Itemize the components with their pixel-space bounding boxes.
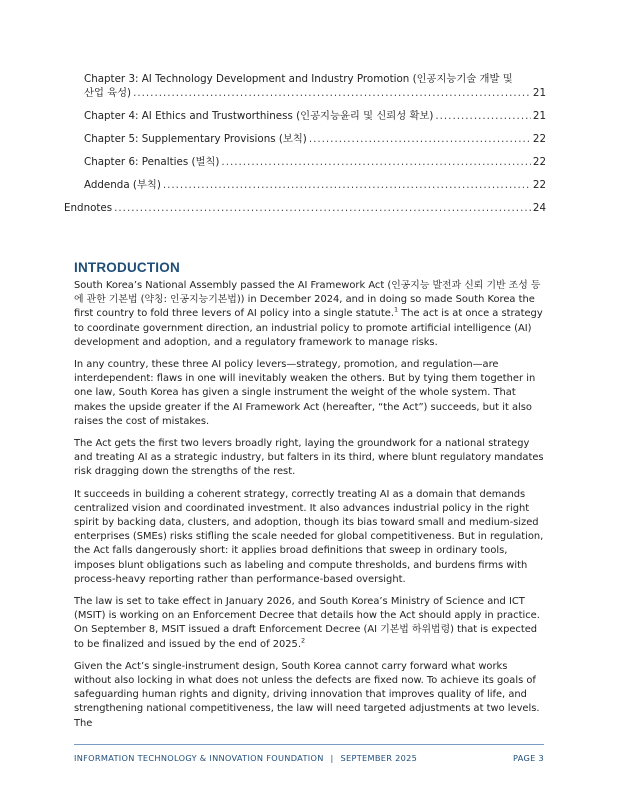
toc-page-number: 22: [532, 156, 546, 168]
paragraph-3: The Act gets the first two levers broadly right, laying the groundwork for a national strategy and treating AI as a strategic industry, but falters in its third, where blunt regulatory mandates risk dragging down the strengths of the rest.: [74, 438, 544, 478]
toc-entry-addenda[interactable]: [74, 178, 546, 192]
footer-org: INFORMATION TECHNOLOGY & INNOVATION FOUNDATION: [74, 753, 324, 763]
paragraph-2: In any country, these three AI policy levers—strategy, promotion, and regulation—are interdependent: flaws in one will inevitably weaken the others. But by tying them together in one law, South Korea has given a single instrument the weight of the whole system. That makes the upside greater if the AI Framework Act (hereafter, “the Act”) succeeds, but it also raises the cost of mistakes.: [74, 359, 536, 427]
paragraph-text: The act is at once a strategy to coordinate government direction, an industrial policy to promote artificial intelligence (AI) development and adoption, and a regulatory framework to manage risks.: [74, 308, 543, 348]
endnote-ref-2[interactable]: 2: [300, 636, 306, 645]
toc-entry-chapter-4[interactable]: [74, 109, 546, 123]
paragraph-4: It succeeds in building a coherent strategy, correctly treating AI as a domain that demands centralized vision and coordinated investment. It also advances industrial policy in the right spirit by backing data, clusters, and adoption, though its bias toward small and medium-sized enterprises (SMEs) risks stifling the scale needed for global competitiveness. But in regulation, the Act falls dangerously short: it applies broad definitions that sweep in ordinary tools, imposes blunt obligations such as labeling and compute thresholds, and burdens firms with process-heavy reporting rather than performance-based oversight.: [74, 488, 544, 585]
toc-entry-label: Endnotes: [64, 202, 113, 214]
toc-page-number: 21: [532, 110, 546, 122]
toc-entry-chapter-6[interactable]: [74, 155, 546, 169]
paragraph-text: South Korea’s National Assembly passed the AI Framework Act (인공지능 발전과 신뢰 기반 조성 등에 관한 기본법 (약칭: 인공지능기본법)) in December 2024, and in doing so made South Korea the first country to fold three levers of AI policy into a single statute.: [74, 280, 541, 320]
toc-entry-label-cont: 산업 육성): [84, 87, 132, 99]
toc-entry-chapter-5[interactable]: [74, 132, 546, 146]
toc-leader-dots: [435, 109, 531, 123]
toc-entry-label: Chapter 6: Penalties (벌칙): [84, 156, 220, 168]
toc-entry-label: Chapter 5: Supplementary Provisions (보칙): [84, 133, 307, 145]
toc-leader-dots: [163, 178, 531, 192]
paragraph-text: The law is set to take effect in January 2026, and South Korea’s Ministry of Science and ICT (MSIT) is working on an Enforcement Decree that details how the Act should apply in practice. On September 8, MSIT issued a draft Enforcement Decree (AI 기본법 하위법령) that is expected to be finalized and issued by the end of 2025.: [74, 596, 540, 650]
toc-page-number: 21: [532, 87, 546, 99]
toc-entry-label: Chapter 3: AI Technology Development and Industry Promotion (인공지능기술 개발 및: [84, 73, 513, 85]
toc-leader-dots: [221, 155, 530, 169]
toc-page-number: 24: [532, 202, 546, 214]
paragraph-6: Given the Act’s single-instrument design, South Korea cannot carry forward what works without also locking in what does not unless the defects are fixed now. To achieve its goals of safeguarding human rights and dignity, driving innovation that improves quality of life, and strengthening national competitiveness, the law will need targeted adjustments at two levels. The: [74, 660, 540, 729]
toc-leader-dots: [114, 201, 531, 215]
footer-separator: |: [330, 753, 334, 763]
toc-page-number: 22: [532, 133, 546, 145]
toc-entry-endnotes[interactable]: [64, 201, 546, 215]
toc-leader-dots: [133, 86, 531, 100]
footer-page-number: PAGE 3: [513, 753, 544, 763]
toc-entry-label: Chapter 4: AI Ethics and Trustworthiness (인공지능윤리 및 신뢰성 확보): [84, 110, 434, 122]
toc-page-number: 22: [532, 179, 546, 191]
table-of-contents: [64, 72, 546, 224]
footer-date: SEPTEMBER 2025: [340, 753, 418, 763]
footer-publisher: [74, 753, 417, 763]
section-heading: INTRODUCTION: [74, 260, 180, 275]
paragraph-1: [74, 279, 544, 350]
endnote-ref-1[interactable]: 1: [393, 306, 399, 315]
toc-leader-dots: [309, 132, 531, 146]
introduction-section: [74, 260, 544, 739]
toc-entry-chapter-3[interactable]: [74, 72, 546, 100]
footer-rule: [74, 744, 544, 745]
toc-entry-label: Addenda (부칙): [84, 179, 161, 191]
paragraph-5: [74, 595, 544, 652]
